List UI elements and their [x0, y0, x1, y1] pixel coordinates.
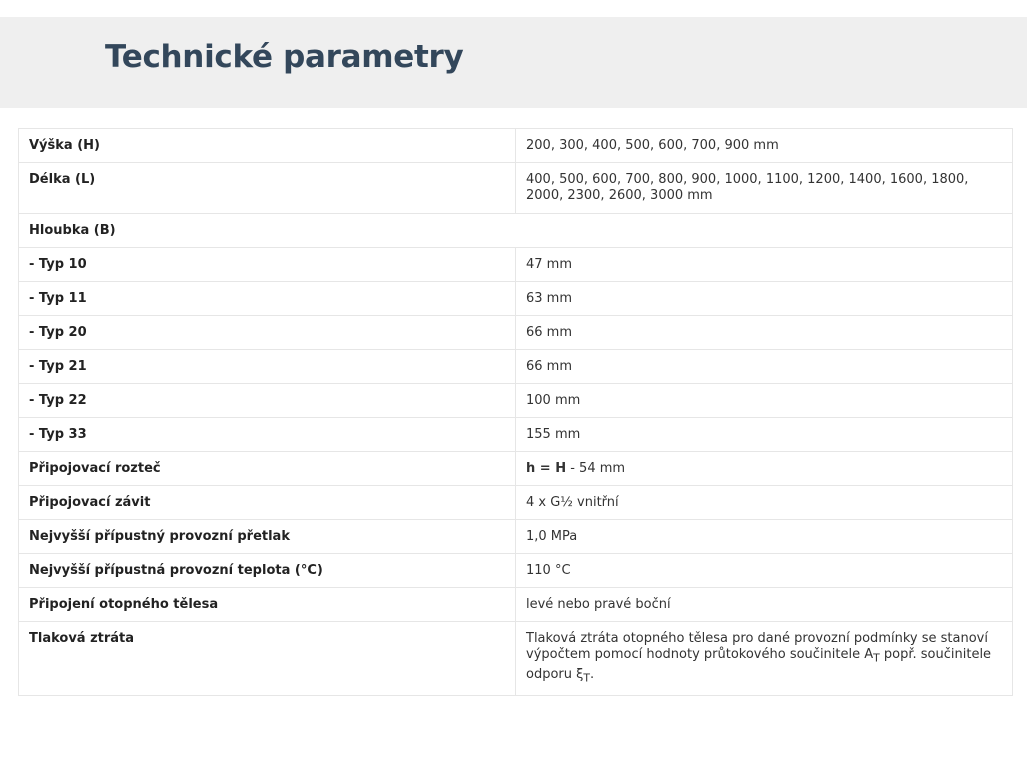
- row-label: Připojení otopného tělesa: [19, 588, 516, 622]
- table-row: [19, 588, 1013, 622]
- table-row: [19, 282, 1013, 316]
- table-row: [19, 554, 1013, 588]
- row-value: 47 mm: [516, 248, 1013, 282]
- row-label: - Typ 11: [19, 282, 516, 316]
- row-value-rest: - 54 mm: [566, 461, 626, 476]
- spec-table: [18, 128, 1013, 696]
- row-label: Nejvyšší přípustný provozní přetlak: [19, 520, 516, 554]
- row-value-text-2: popř. součinitele odporu ξ: [526, 647, 992, 682]
- row-value: 110 °C: [516, 554, 1013, 588]
- table-row: [19, 214, 1013, 248]
- row-label: Připojovací rozteč: [19, 452, 516, 486]
- row-label: - Typ 22: [19, 384, 516, 418]
- row-value: 63 mm: [516, 282, 1013, 316]
- row-label: Délka (L): [19, 163, 516, 214]
- row-label: Nejvyšší přípustná provozní teplota (°C): [19, 554, 516, 588]
- row-value: 1,0 MPa: [516, 520, 1013, 554]
- row-value-text-1: Tlaková ztráta otopného tělesa pro dané provozní podmínky se stanoví výpočtem pomocí hodnoty průtokového součinitele A: [526, 631, 988, 662]
- row-label: Výška (H): [19, 129, 516, 163]
- row-label: - Typ 10: [19, 248, 516, 282]
- table-row: [19, 350, 1013, 384]
- row-value: 4 x G½ vnitřní: [516, 486, 1013, 520]
- page-title: Technické parametry: [105, 39, 464, 75]
- row-value: [516, 622, 1013, 696]
- table-row: [19, 129, 1013, 163]
- table-row: [19, 384, 1013, 418]
- header-band: [0, 17, 1027, 108]
- row-label: - Typ 20: [19, 316, 516, 350]
- row-label: - Typ 33: [19, 418, 516, 452]
- row-value: 66 mm: [516, 316, 1013, 350]
- row-label: Tlaková ztráta: [19, 622, 516, 696]
- top-gap: [0, 0, 1027, 17]
- table-row: [19, 486, 1013, 520]
- table-row: [19, 316, 1013, 350]
- row-value: 155 mm: [516, 418, 1013, 452]
- row-label: Hloubka (B): [19, 214, 1013, 248]
- row-value: [516, 452, 1013, 486]
- table-row: [19, 418, 1013, 452]
- row-value: 200, 300, 400, 500, 600, 700, 900 mm: [516, 129, 1013, 163]
- row-value: 400, 500, 600, 700, 800, 900, 1000, 1100, 1200, 1400, 1600, 1800, 2000, 2300, 2600, 3000 mm: [516, 163, 1013, 214]
- row-value-text-3: .: [590, 666, 595, 682]
- row-value-bold: h = H: [526, 461, 567, 476]
- table-row: [19, 520, 1013, 554]
- row-value: levé nebo pravé boční: [516, 588, 1013, 622]
- table-row: [19, 622, 1013, 696]
- table-row: [19, 163, 1013, 214]
- table-row: [19, 248, 1013, 282]
- row-label: Připojovací závit: [19, 486, 516, 520]
- row-value: 66 mm: [516, 350, 1013, 384]
- row-value-subscript-2: T: [583, 671, 591, 685]
- row-value-subscript-1: T: [873, 651, 880, 665]
- row-label: - Typ 21: [19, 350, 516, 384]
- row-value: 100 mm: [516, 384, 1013, 418]
- table-row: [19, 452, 1013, 486]
